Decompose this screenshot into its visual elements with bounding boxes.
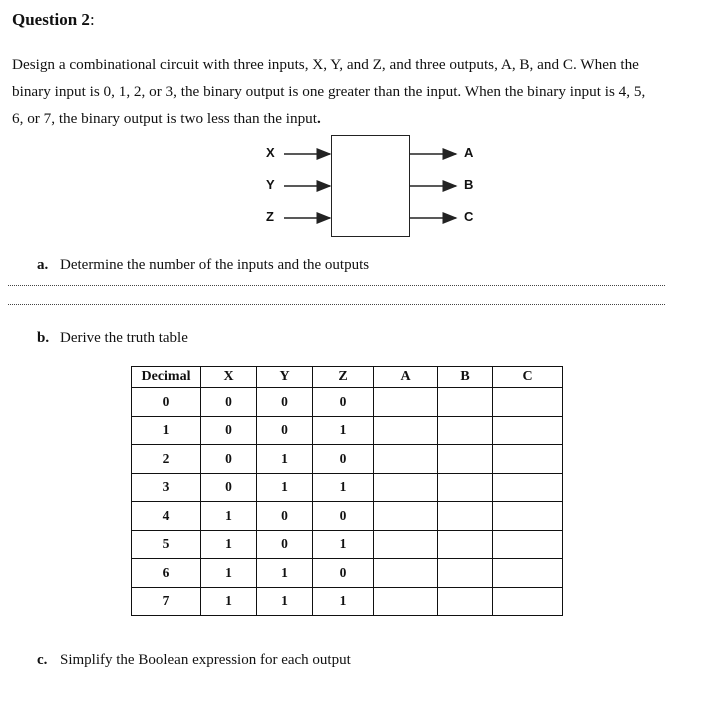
cell-b[interactable] — [438, 416, 493, 445]
cell-decimal: 7 — [132, 587, 201, 616]
description-period: . — [316, 110, 321, 127]
cell-z: 0 — [313, 388, 374, 417]
table-row — [132, 416, 563, 445]
cell-b[interactable] — [438, 388, 493, 417]
part-b-text: Derive the truth table — [60, 330, 188, 346]
description-line-1: Design a combinational circuit with three inputs, X, Y, and Z, and three outputs, A, B, and C. When the — [12, 56, 639, 73]
table-row — [132, 587, 563, 616]
header-decimal: Decimal — [132, 367, 201, 388]
header-b: B — [438, 367, 493, 388]
input-label-z: Z — [266, 209, 274, 224]
cell-x: 0 — [201, 473, 257, 502]
cell-y: 1 — [257, 587, 313, 616]
cell-z: 0 — [313, 502, 374, 531]
part-b — [37, 330, 188, 347]
table-row — [132, 559, 563, 588]
cell-a[interactable] — [374, 388, 438, 417]
cell-a[interactable] — [374, 559, 438, 588]
cell-b[interactable] — [438, 587, 493, 616]
input-label-x: X — [266, 145, 275, 160]
part-a-letter: a. — [37, 257, 49, 273]
header-a: A — [374, 367, 438, 388]
cell-decimal: 5 — [132, 530, 201, 559]
cell-a[interactable] — [374, 445, 438, 474]
cell-a[interactable] — [374, 473, 438, 502]
cell-y: 1 — [257, 559, 313, 588]
question-description — [12, 51, 692, 132]
output-label-a: A — [464, 145, 474, 160]
description-line-2: binary input is 0, 1, 2, or 3, the binary output is one greater than the input. When the binary input is 4, 5, — [12, 83, 646, 100]
cell-x: 1 — [201, 587, 257, 616]
cell-c[interactable] — [493, 388, 563, 417]
part-c — [37, 652, 351, 669]
cell-decimal: 6 — [132, 559, 201, 588]
question-title-text: Question 2 — [12, 10, 90, 29]
input-label-y: Y — [266, 177, 275, 192]
header-z: Z — [313, 367, 374, 388]
cell-y: 0 — [257, 388, 313, 417]
cell-y: 0 — [257, 502, 313, 531]
circuit-block-diagram — [240, 130, 500, 250]
table-row — [132, 530, 563, 559]
cell-decimal: 4 — [132, 502, 201, 531]
table-row — [132, 473, 563, 502]
cell-a[interactable] — [374, 587, 438, 616]
cell-c[interactable] — [493, 559, 563, 588]
cell-b[interactable] — [438, 559, 493, 588]
cell-b[interactable] — [438, 445, 493, 474]
part-b-letter: b. — [37, 330, 50, 346]
cell-c[interactable] — [493, 530, 563, 559]
cell-x: 1 — [201, 530, 257, 559]
cell-y: 1 — [257, 445, 313, 474]
cell-y: 0 — [257, 530, 313, 559]
cell-z: 1 — [313, 587, 374, 616]
table-row — [132, 502, 563, 531]
answer-line-2[interactable] — [8, 304, 665, 305]
part-a — [37, 257, 369, 274]
header-c: C — [493, 367, 563, 388]
header-y: Y — [257, 367, 313, 388]
cell-a[interactable] — [374, 502, 438, 531]
cell-x: 1 — [201, 502, 257, 531]
output-label-b: B — [464, 177, 474, 192]
cell-z: 1 — [313, 530, 374, 559]
cell-b[interactable] — [438, 473, 493, 502]
cell-z: 1 — [313, 416, 374, 445]
cell-decimal: 3 — [132, 473, 201, 502]
description-line-3 — [12, 105, 692, 132]
cell-z: 0 — [313, 445, 374, 474]
truth-table — [131, 366, 563, 616]
output-label-c: C — [464, 209, 474, 224]
cell-c[interactable] — [493, 416, 563, 445]
part-a-text: Determine the number of the inputs and the outputs — [60, 257, 370, 273]
cell-z: 1 — [313, 473, 374, 502]
header-x: X — [201, 367, 257, 388]
cell-a[interactable] — [374, 530, 438, 559]
cell-b[interactable] — [438, 502, 493, 531]
answer-line-1[interactable] — [8, 285, 665, 286]
cell-c[interactable] — [493, 473, 563, 502]
cell-c[interactable] — [493, 445, 563, 474]
part-c-text: Simplify the Boolean expression for each output — [60, 652, 351, 668]
cell-decimal: 2 — [132, 445, 201, 474]
cell-b[interactable] — [438, 530, 493, 559]
cell-c[interactable] — [493, 587, 563, 616]
cell-x: 0 — [201, 388, 257, 417]
cell-decimal: 0 — [132, 388, 201, 417]
cell-x: 0 — [201, 445, 257, 474]
cell-a[interactable] — [374, 416, 438, 445]
question-title — [12, 10, 95, 30]
question-title-colon: : — [89, 10, 95, 29]
table-row — [132, 445, 563, 474]
table-header-row — [132, 367, 563, 388]
table-row — [132, 388, 563, 417]
cell-decimal: 1 — [132, 416, 201, 445]
cell-y: 1 — [257, 473, 313, 502]
cell-x: 1 — [201, 559, 257, 588]
cell-y: 0 — [257, 416, 313, 445]
cell-x: 0 — [201, 416, 257, 445]
cell-c[interactable] — [493, 502, 563, 531]
circuit-box — [331, 135, 410, 237]
part-c-letter: c. — [37, 652, 48, 668]
cell-z: 0 — [313, 559, 374, 588]
description-line-3-text: 6, or 7, the binary output is two less than the input — [12, 110, 317, 127]
